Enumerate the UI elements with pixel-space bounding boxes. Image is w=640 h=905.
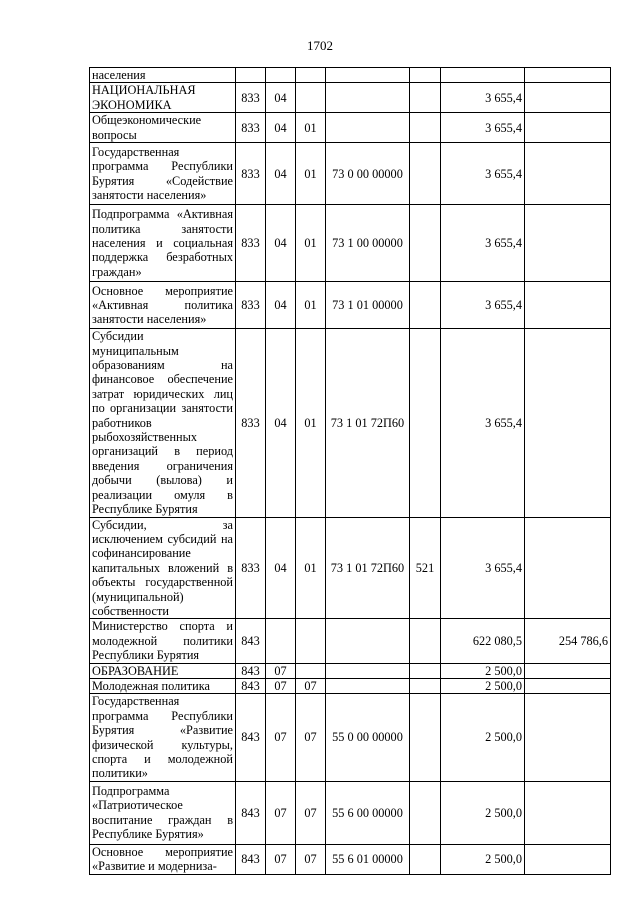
row-name-cell: Государственная программа Республики Бурятия «Развитие физической культуры, спорта и молодежной политики» xyxy=(90,694,236,781)
row-gr-cell: 833 xyxy=(236,83,266,113)
row-csr-cell: 55 6 01 00000 xyxy=(326,844,410,874)
row-vr-cell xyxy=(410,619,441,663)
table-row xyxy=(90,143,611,205)
table-row xyxy=(90,663,611,678)
row-vr-cell xyxy=(410,282,441,329)
row-pr-cell: 01 xyxy=(296,113,326,143)
row-vr-cell xyxy=(410,678,441,693)
row-csr-cell xyxy=(326,113,410,143)
table-row xyxy=(90,678,611,693)
row-gr-cell: 833 xyxy=(236,517,266,619)
row-name-cell: населения xyxy=(90,68,236,83)
row-amount2-cell xyxy=(525,282,611,329)
row-gr-cell: 833 xyxy=(236,205,266,282)
row-vr-cell xyxy=(410,68,441,83)
row-vr-cell xyxy=(410,844,441,874)
row-amount2-cell xyxy=(525,694,611,781)
row-vr-cell xyxy=(410,83,441,113)
row-gr-cell: 833 xyxy=(236,143,266,205)
row-amount-cell: 622 080,5 xyxy=(441,619,525,663)
row-pr-cell: 01 xyxy=(296,205,326,282)
row-pr-cell: 07 xyxy=(296,844,326,874)
row-name-cell: Субсидии муниципальным образованиям на финансовое обеспечение затрат юридических лиц по организации занятости работников рыбохозяйственных организаций в период введения ограничения добычи (вылова) и реализации омуля в Республике Бурятия xyxy=(90,329,236,517)
row-gr-cell: 833 xyxy=(236,113,266,143)
row-amount-cell: 3 655,4 xyxy=(441,205,525,282)
row-amount-cell: 2 500,0 xyxy=(441,663,525,678)
row-amount2-cell xyxy=(525,844,611,874)
table-row xyxy=(90,83,611,113)
row-amount2-cell xyxy=(525,143,611,205)
row-pr-cell: 01 xyxy=(296,329,326,517)
table-row xyxy=(90,113,611,143)
table-row xyxy=(90,781,611,844)
row-rz-cell: 04 xyxy=(266,329,296,517)
row-csr-cell: 73 1 00 00000 xyxy=(326,205,410,282)
row-gr-cell: 833 xyxy=(236,329,266,517)
row-rz-cell xyxy=(266,68,296,83)
row-amount-cell: 2 500,0 xyxy=(441,844,525,874)
row-pr-cell xyxy=(296,83,326,113)
row-amount-cell: 3 655,4 xyxy=(441,83,525,113)
row-pr-cell: 07 xyxy=(296,678,326,693)
row-name-cell: Министерство спорта и молодежной политики Республики Бурятия xyxy=(90,619,236,663)
row-amount2-cell: 254 786,6 xyxy=(525,619,611,663)
row-vr-cell xyxy=(410,781,441,844)
row-csr-cell: 73 1 01 00000 xyxy=(326,282,410,329)
row-rz-cell: 07 xyxy=(266,844,296,874)
row-rz-cell: 04 xyxy=(266,205,296,282)
row-amount2-cell xyxy=(525,329,611,517)
table-row xyxy=(90,68,611,83)
row-csr-cell: 55 6 00 00000 xyxy=(326,781,410,844)
row-csr-cell xyxy=(326,83,410,113)
row-csr-cell xyxy=(326,619,410,663)
row-csr-cell: 55 0 00 00000 xyxy=(326,694,410,781)
row-rz-cell xyxy=(266,619,296,663)
row-vr-cell: 521 xyxy=(410,517,441,619)
row-amount-cell xyxy=(441,68,525,83)
row-amount2-cell xyxy=(525,205,611,282)
row-pr-cell: 01 xyxy=(296,517,326,619)
table-row xyxy=(90,517,611,619)
row-pr-cell: 07 xyxy=(296,694,326,781)
row-amount-cell: 2 500,0 xyxy=(441,781,525,844)
row-name-cell: ОБРАЗОВАНИЕ xyxy=(90,663,236,678)
row-csr-cell xyxy=(326,678,410,693)
row-gr-cell: 833 xyxy=(236,282,266,329)
row-pr-cell xyxy=(296,663,326,678)
row-gr-cell: 843 xyxy=(236,678,266,693)
row-rz-cell: 07 xyxy=(266,663,296,678)
row-vr-cell xyxy=(410,113,441,143)
row-amount-cell: 3 655,4 xyxy=(441,143,525,205)
row-rz-cell: 04 xyxy=(266,143,296,205)
row-pr-cell: 01 xyxy=(296,143,326,205)
row-name-cell: Подпрограмма «Активная политика занятости населения и социальная поддержка безработных граждан» xyxy=(90,205,236,282)
row-vr-cell xyxy=(410,694,441,781)
row-amount2-cell xyxy=(525,113,611,143)
row-amount-cell: 3 655,4 xyxy=(441,517,525,619)
row-pr-cell xyxy=(296,68,326,83)
row-name-cell: Субсидии, за исключением субсидий на софинансирование капитальных вложений в объекты государственной (муниципальной) собственности xyxy=(90,517,236,619)
row-name-cell: Основное мероприятие «Развитие и модерниза- xyxy=(90,844,236,874)
row-amount2-cell xyxy=(525,83,611,113)
row-csr-cell: 73 0 00 00000 xyxy=(326,143,410,205)
row-name-cell: НАЦИОНАЛЬНАЯ ЭКОНОМИКА xyxy=(90,83,236,113)
row-rz-cell: 07 xyxy=(266,678,296,693)
table-row xyxy=(90,282,611,329)
row-vr-cell xyxy=(410,205,441,282)
row-amount-cell: 3 655,4 xyxy=(441,282,525,329)
row-amount2-cell xyxy=(525,781,611,844)
row-pr-cell: 01 xyxy=(296,282,326,329)
row-vr-cell xyxy=(410,329,441,517)
row-name-cell: Молодежная политика xyxy=(90,678,236,693)
row-csr-cell: 73 1 01 72П60 xyxy=(326,329,410,517)
row-amount2-cell xyxy=(525,68,611,83)
row-amount2-cell xyxy=(525,517,611,619)
row-amount-cell: 3 655,4 xyxy=(441,329,525,517)
table-row xyxy=(90,205,611,282)
row-csr-cell: 73 1 01 72П60 xyxy=(326,517,410,619)
row-name-cell: Основное мероприятие «Активная политика занятости населения» xyxy=(90,282,236,329)
row-vr-cell xyxy=(410,143,441,205)
row-pr-cell: 07 xyxy=(296,781,326,844)
row-rz-cell: 07 xyxy=(266,694,296,781)
table-row xyxy=(90,694,611,781)
row-amount-cell: 2 500,0 xyxy=(441,678,525,693)
row-name-cell: Общеэкономические вопросы xyxy=(90,113,236,143)
row-amount-cell: 2 500,0 xyxy=(441,694,525,781)
row-rz-cell: 07 xyxy=(266,781,296,844)
row-name-cell: Подпрограмма «Патриотическое воспитание граждан в Республике Бурятия» xyxy=(90,781,236,844)
row-rz-cell: 04 xyxy=(266,517,296,619)
row-name-cell: Государственная программа Республики Бурятия «Содействие занятости населения» xyxy=(90,143,236,205)
budget-table xyxy=(89,67,611,875)
row-amount2-cell xyxy=(525,678,611,693)
row-amount-cell: 3 655,4 xyxy=(441,113,525,143)
row-csr-cell xyxy=(326,663,410,678)
table-row xyxy=(90,844,611,874)
row-gr-cell: 843 xyxy=(236,663,266,678)
row-gr-cell: 843 xyxy=(236,844,266,874)
row-pr-cell xyxy=(296,619,326,663)
table-row xyxy=(90,329,611,517)
row-amount2-cell xyxy=(525,663,611,678)
row-rz-cell: 04 xyxy=(266,282,296,329)
row-vr-cell xyxy=(410,663,441,678)
row-rz-cell: 04 xyxy=(266,83,296,113)
page-number: 1702 xyxy=(307,38,333,53)
row-gr-cell: 843 xyxy=(236,694,266,781)
row-gr-cell: 843 xyxy=(236,619,266,663)
row-gr-cell xyxy=(236,68,266,83)
row-gr-cell: 843 xyxy=(236,781,266,844)
row-rz-cell: 04 xyxy=(266,113,296,143)
row-csr-cell xyxy=(326,68,410,83)
table-row xyxy=(90,619,611,663)
